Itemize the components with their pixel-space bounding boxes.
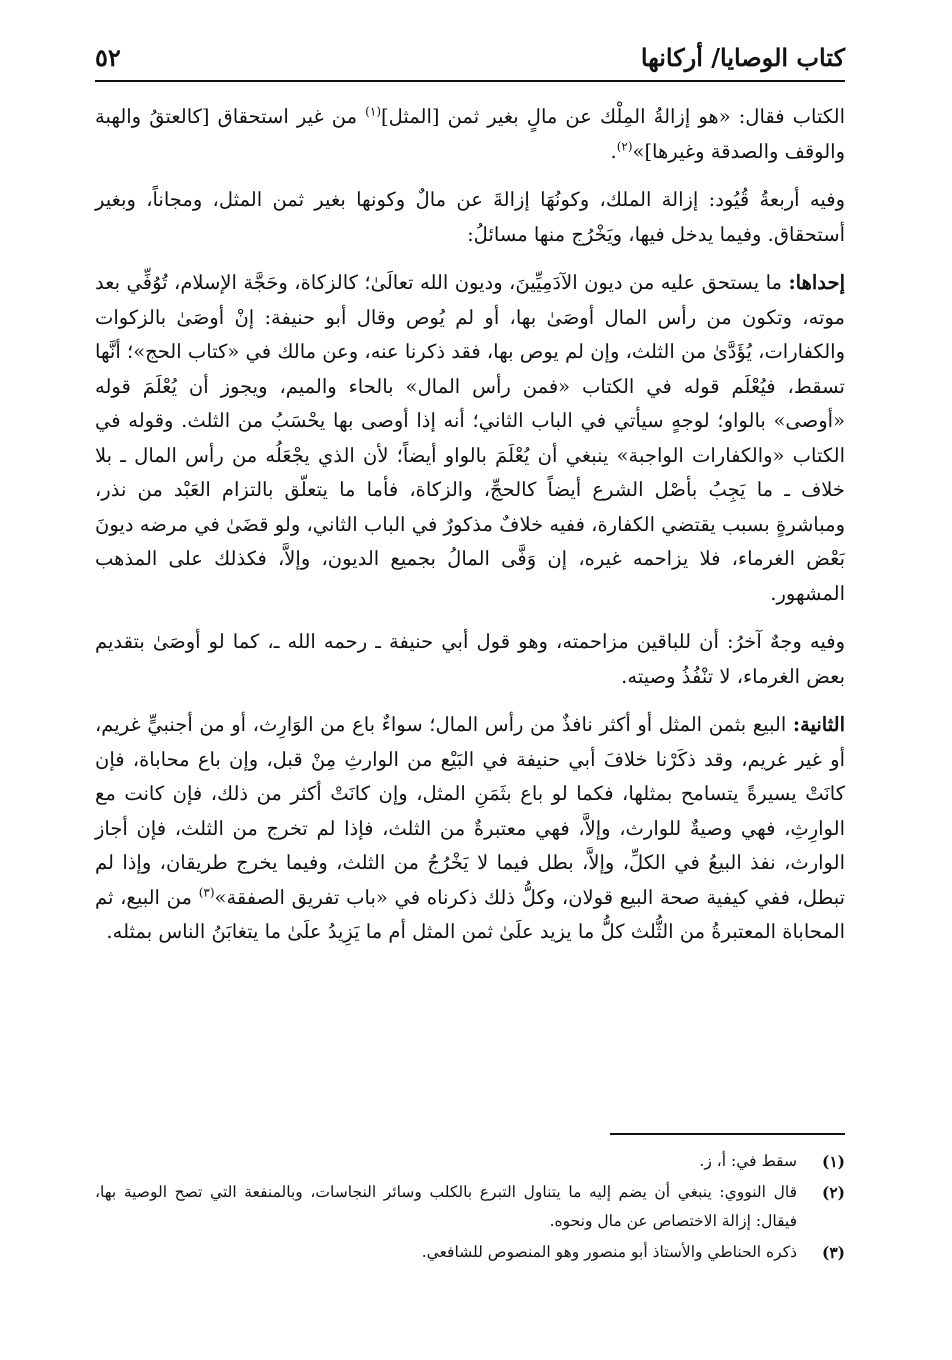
footnote-number: (٣) [821,1243,845,1262]
paragraph-1-text-c: . [610,139,617,163]
paragraph-5-text-a: البيع بثمن المثل أو أكثر نافذٌ من رأس المال؛ سواءٌ باع من الوَارِث، أو من أجنبيٍّ غريم، أو غير غريم، وقد ذكَرْنا خلافَ أبي حنيفة في البَيْع من الوارثِ مِنْ قبل، وإن باع محاباة، فإن كانَتْ يسيرةً يتسامح بمثلها، فكما لو باع بثَمَنِ المثل، وإن كانَتْ أكثر من ذلك، فإن كانت مع الوارِثِ، فهي وصيةٌ للوارث، وإلاَّ، فهي معتبرةٌ من الثلث، فإذا لم تخرج من الثلث، فإن أجاز الوارث، نفذ البيعُ في الكلِّ، وإلاَّ، بطل فيما لا يَخْرُجُ من الثلث، وفيما يخرج طريقان، وإذا لم تبطل، ففي كيفية صحة البيع قولان، وكلُّ ذلك ذكرناه في «باب تفريق الصفقة» [95,713,845,909]
footnote-text: سقط في: أ، ز. [699,1152,797,1170]
footnote-ref-3: (٣) [198,885,215,899]
paragraph-3-text: ما يستحق عليه من ديون الآدَمِيِّينَ، وديون الله تعالَىٰ؛ كالزكاة، وحَجَّة الإسلام، تُوُفِّي بعد موته، وتكون من رأس المال أوصَىٰ بها، أو لم يُوص وقال أبو حنيفة: إنْ أوصَىٰ بالزكوات والكفارات، يُؤَدَّىٰ من الثلث، وإن لم يوص بها، فقد ذكرنا عنه، وعن مالك في «كتاب الحج»؛ أنَّها تسقط، فيُعْلَم قوله في الكتاب «فمن رأس المال» بالحاء والميم، ويجوز أن يُعْلَمَ قوله «أوصى» بالواو؛ لوجهٍ سيأتي في الباب الثاني؛ أنه إذا أوصى بها يحْسَبُ من الثلث. وقوله في الكتاب «والكفارات الواجبة» ينبغي أن يُعْلَمَ بالواو أيضاً؛ لأن الذي يجْعَلُه من رأس المال ـ بلا خلاف ـ ما يَجِبُ بأصْل الشرع أيضاً كالحجِّ، والزكاة، فأما ما يتعلّق بالتزام العَبْد من نذر، ومباشرةٍ بسبب يقتضي الكفارة، ففيه خلافٌ مذكورٌ في الباب الثاني، ولو قضَىٰ في مرضه ديونَ بَعْض الغرماء، فلا يزاحمه غيره، إن وَفَّى المالُ بجميع الديون، وإلاَّ، فكذلك على المذهب المشهور. [95,271,845,605]
footnote-number: (١) [821,1152,845,1171]
page-number: ٥٢ [95,43,121,72]
paragraph-2 [95,183,845,252]
paragraph-2-text: وفيه أربعةُ قُيُود: إزالة الملك، وكونُهَا إزالةَ عن مالٌ وكونها بغير ثمن المثل، ومجاناً، وبغير أستحقاق. وفيما يدخل فيها، ويَخْرُج منها مسائلُ: [95,188,845,246]
footnote-2 [95,1178,845,1236]
paragraph-5 [95,708,845,950]
paragraph-5-text-b: من البيع، ثم المحاباة المعتبرةُ من الثُّلث كلُّ ما يزيد علَىٰ ثمن المثل أم ما يَزِيدُ علَىٰ ما يتغابَنُ الناس بمثله. [95,885,845,943]
paragraph-1 [95,100,845,169]
footnote-number: (٢) [821,1183,845,1202]
page [95,30,845,1330]
footnote-text: ذكره الحناطي والأستاذ أبو منصور وهو المنصوص للشافعي. [421,1243,797,1261]
paragraph-5-lead: الثانية: [792,713,845,736]
footnotes [95,1133,845,1269]
running-title: كتاب الوصايا/ أركانها [640,43,845,72]
footnote-text: قال النووي: ينبغي أن يضم إليه ما يتناول التبرع بالكلب وسائر النجاسات، وبالمنفعة التي تصح الوصية بها، فيقال: إزالة الاختصاص عن مال ونحوه. [95,1183,797,1230]
paragraph-1-text-b: من غير استحقاق [كالعتقُ والهبة والوقف والصدقة وغيرها]» [95,105,845,163]
paragraph-4-text: وفيه وجهٌ آخرُ: أن للباقين مزاحمته، وهو قول أبي حنيفة ـ رحمه الله ـ، كما لو أوصَىٰ بتقديم بعض الغرماء، لا تنْفُذُ وصيته. [95,630,845,688]
footnote-3 [95,1238,845,1267]
paragraph-1-text-a: الكتاب فقال: «هو إزالةُ المِلْك عن مالٍ بغير ثمن [المثل] [381,105,845,128]
main-text [95,100,845,950]
footnote-divider [610,1133,845,1135]
footnote-1 [95,1147,845,1176]
paragraph-3 [95,266,845,611]
page-header [95,30,845,82]
paragraph-3-lead: إحداها: [788,271,845,294]
paragraph-4 [95,625,845,694]
footnote-ref-2: (٢) [616,139,633,153]
footnote-ref-1: (١) [365,104,381,119]
